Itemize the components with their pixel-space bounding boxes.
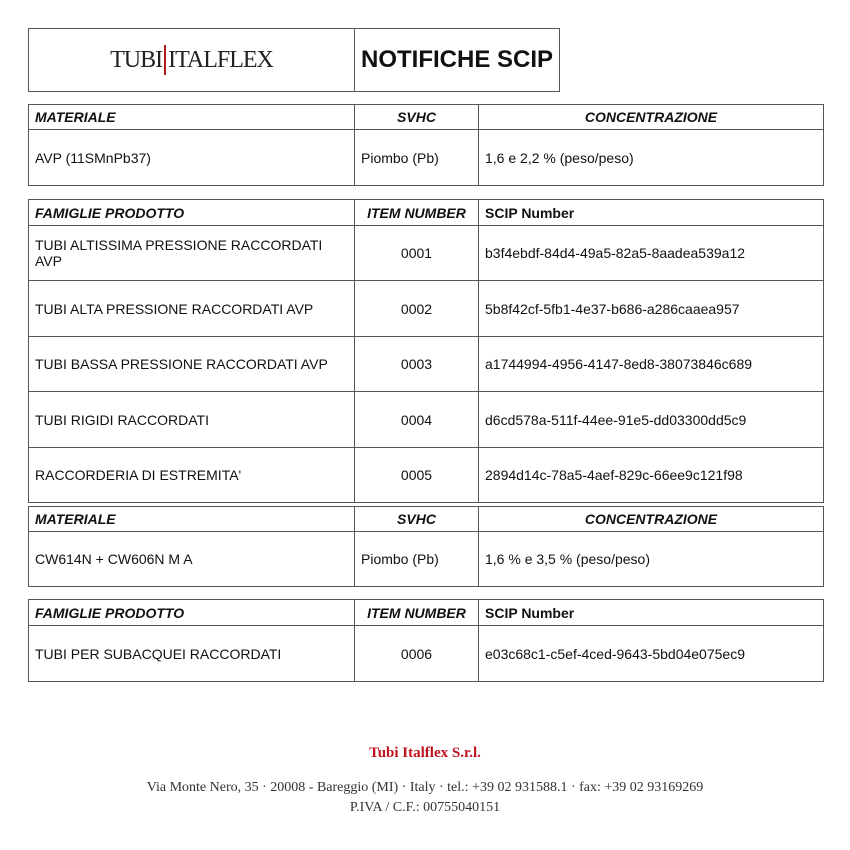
svhc-header: SVHC <box>355 105 479 130</box>
famiglia-cell: TUBI PER SUBACQUEI RACCORDATI <box>29 626 355 682</box>
concentrazione-value: 1,6 % e 3,5 % (peso/peso) <box>479 532 824 587</box>
item-number-header: ITEM NUMBER <box>355 600 479 626</box>
famiglie-header: FAMIGLIE PRODOTTO <box>29 200 355 226</box>
materiale-header: MATERIALE <box>29 507 355 532</box>
scip-number-cell: a1744994-4956-4147-8ed8-38073846c689 <box>479 337 824 392</box>
svhc-header: SVHC <box>355 507 479 532</box>
header-table <box>28 28 560 92</box>
scip-number-header: SCIP Number <box>479 600 824 626</box>
materiale-header: MATERIALE <box>29 105 355 130</box>
table-row <box>29 626 824 682</box>
scip-number-cell: 5b8f42cf-5fb1-4e37-b686-a286caaea957 <box>479 281 824 337</box>
famiglia-cell: RACCORDERIA DI ESTREMITA' <box>29 448 355 503</box>
item-number-cell: 0004 <box>355 392 479 448</box>
table-row <box>29 392 824 448</box>
families-table-1 <box>28 199 824 503</box>
famiglia-cell: TUBI BASSA PRESSIONE RACCORDATI AVP <box>29 337 355 392</box>
logo-accent-mark <box>164 45 166 75</box>
material-table-2 <box>28 506 824 587</box>
famiglie-header: FAMIGLIE PRODOTTO <box>29 600 355 626</box>
footer-company-name: Tubi Italflex S.r.l. <box>369 745 481 761</box>
materiale-value: AVP (11SMnPb37) <box>29 130 355 186</box>
scip-number-header: SCIP Number <box>479 200 824 226</box>
scip-number-cell: 2894d14c-78a5-4aef-829c-66ee9c121f98 <box>479 448 824 503</box>
svhc-value: Piombo (Pb) <box>355 130 479 186</box>
item-number-cell: 0003 <box>355 337 479 392</box>
table-row <box>29 281 824 337</box>
logo-text-right: ITALFLEX <box>168 46 273 73</box>
logo-text-left: TUBI <box>110 46 163 73</box>
table-row <box>29 337 824 392</box>
concentrazione-header: CONCENTRAZIONE <box>479 507 824 532</box>
famiglia-cell: TUBI RIGIDI RACCORDATI <box>29 392 355 448</box>
scip-number-cell: e03c68c1-c5ef-4ced-9643-5bd04e075ec9 <box>479 626 824 682</box>
logo-cell <box>29 29 355 92</box>
scip-number-cell: d6cd578a-511f-44ee-91e5-dd03300dd5c9 <box>479 392 824 448</box>
footer-address: Via Monte Nero, 35 · 20008 - Bareggio (MI) · Italy · tel.: +39 02 931588.1 · fax: +39 02 93169269 <box>146 780 704 795</box>
materiale-value: CW614N + CW606N M A <box>29 532 355 587</box>
material-table-1 <box>28 104 824 186</box>
item-number-cell: 0001 <box>355 226 479 281</box>
item-number-cell: 0006 <box>355 626 479 682</box>
company-logo <box>35 45 348 75</box>
scip-number-cell: b3f4ebdf-84d4-49a5-82a5-8aadea539a12 <box>479 226 824 281</box>
item-number-cell: 0002 <box>355 281 479 337</box>
concentrazione-value: 1,6 e 2,2 % (peso/peso) <box>479 130 824 186</box>
famiglia-cell: TUBI ALTA PRESSIONE RACCORDATI AVP <box>29 281 355 337</box>
document-title: NOTIFICHE SCIP <box>355 29 560 92</box>
item-number-header: ITEM NUMBER <box>355 200 479 226</box>
item-number-cell: 0005 <box>355 448 479 503</box>
table-row <box>29 448 824 503</box>
footer-vat: P.IVA / C.F.: 00755040151 <box>349 800 501 815</box>
table-row <box>29 226 824 281</box>
famiglia-cell: TUBI ALTISSIMA PRESSIONE RACCORDATI AVP <box>29 226 355 281</box>
svhc-value: Piombo (Pb) <box>355 532 479 587</box>
families-table-2 <box>28 599 824 682</box>
concentrazione-header: CONCENTRAZIONE <box>479 105 824 130</box>
